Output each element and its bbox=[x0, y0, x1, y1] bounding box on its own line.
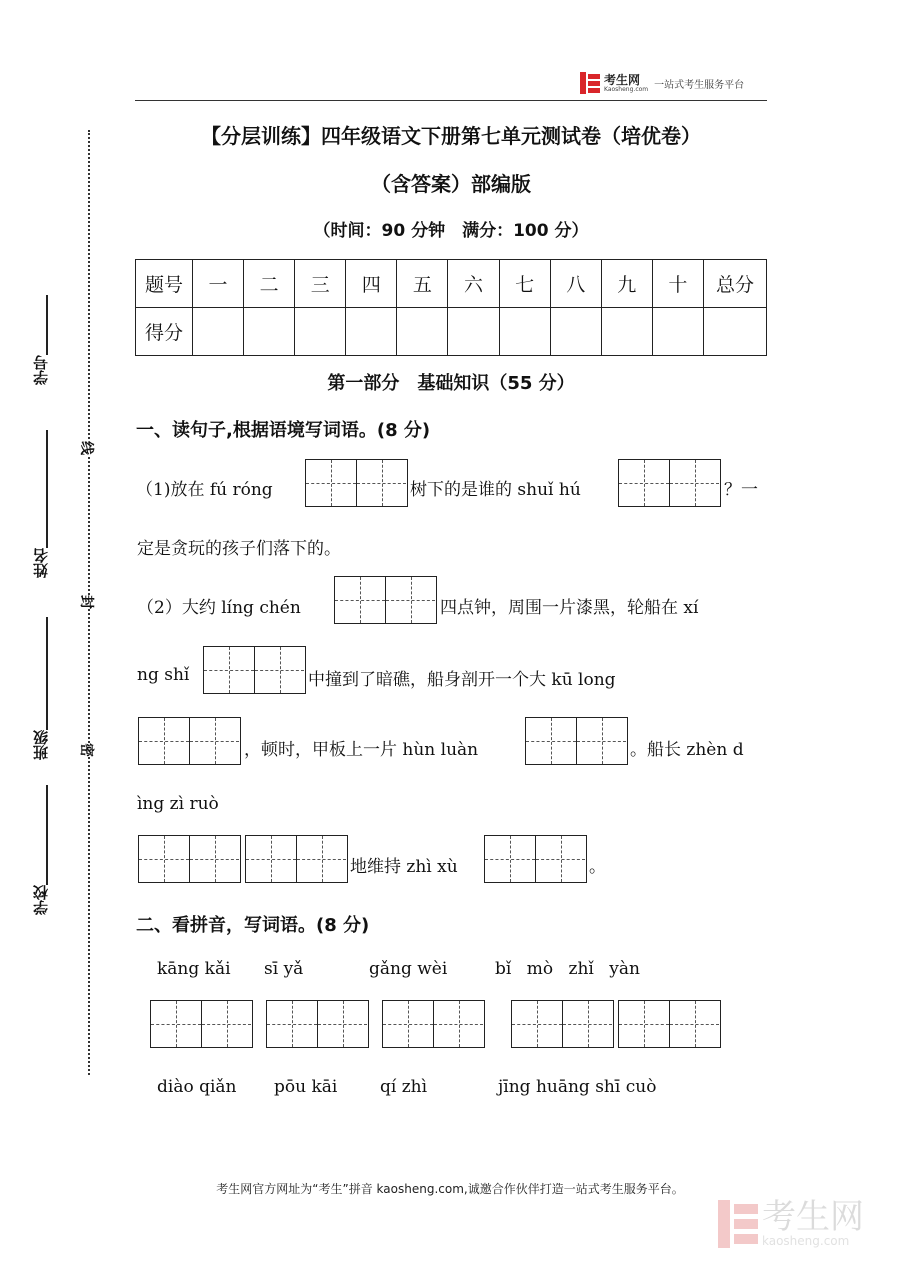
score-cell[interactable] bbox=[704, 308, 767, 356]
writing-box[interactable] bbox=[138, 835, 241, 883]
student-id-line bbox=[46, 295, 48, 355]
score-table-header-row bbox=[136, 260, 767, 308]
q1-title: 一、读句子,根据语境写词语。(8 分) bbox=[136, 420, 431, 441]
writing-box[interactable] bbox=[382, 1000, 485, 1048]
school-line bbox=[46, 785, 48, 885]
logo-name: 考生网 bbox=[604, 72, 641, 87]
q1-text: 树下的是谁的 shuǐ hú bbox=[410, 480, 581, 500]
table-cell: 六 bbox=[448, 260, 499, 308]
seal-char: 密 bbox=[77, 743, 97, 757]
pinyin-label: jīng huāng shī cuò bbox=[498, 1077, 657, 1097]
q1-text: ìng zì ruò bbox=[137, 794, 219, 814]
q1-text: 中撞到了暗礁，船身剖开一个大 kū long bbox=[308, 670, 616, 690]
q1-text: （1)放在 fú róng bbox=[136, 480, 273, 500]
pinyin-label: gǎng wèi bbox=[369, 959, 448, 979]
score-cell[interactable] bbox=[397, 308, 448, 356]
header-logo bbox=[580, 70, 770, 96]
score-cell[interactable] bbox=[652, 308, 703, 356]
label-student-id: 学号 bbox=[32, 355, 50, 385]
score-cell[interactable] bbox=[448, 308, 499, 356]
writing-box[interactable] bbox=[618, 459, 721, 507]
time-info: （时间：90 分钟 满分：100 分） bbox=[313, 221, 589, 241]
writing-box[interactable] bbox=[525, 717, 628, 765]
kaosheng-logo-icon bbox=[580, 72, 600, 94]
table-cell: 三 bbox=[295, 260, 346, 308]
q1-text: 四点钟，周围一片漆黑，轮船在 xí bbox=[440, 598, 699, 618]
table-cell: 五 bbox=[397, 260, 448, 308]
table-cell: 十 bbox=[652, 260, 703, 308]
score-cell[interactable] bbox=[193, 308, 244, 356]
logo-tagline: 一站式考生服务平台 bbox=[654, 79, 745, 91]
table-cell: 七 bbox=[499, 260, 550, 308]
table-cell: 四 bbox=[346, 260, 397, 308]
page-title: 【分层训练】四年级语文下册第七单元测试卷（培优卷） bbox=[201, 124, 701, 148]
watermark-name: 考生网 bbox=[762, 1197, 864, 1237]
table-cell: 九 bbox=[601, 260, 652, 308]
class-line bbox=[46, 617, 48, 730]
score-cell[interactable] bbox=[499, 308, 550, 356]
score-cell[interactable] bbox=[550, 308, 601, 356]
score-cell[interactable] bbox=[601, 308, 652, 356]
q1-text: 。船长 zhèn d bbox=[630, 740, 744, 760]
score-table bbox=[135, 259, 767, 356]
label-name: 姓名 bbox=[32, 548, 50, 578]
label-class: 班级 bbox=[32, 730, 50, 760]
writing-box[interactable] bbox=[150, 1000, 253, 1048]
watermark-domain: kaosheng.com bbox=[762, 1234, 850, 1248]
q1-text: （2）大约 líng chén bbox=[137, 598, 301, 618]
writing-box[interactable] bbox=[484, 835, 587, 883]
label-school: 学校 bbox=[32, 885, 50, 915]
name-line bbox=[46, 430, 48, 548]
logo-domain: Kaosheng.com bbox=[604, 85, 649, 93]
writing-box[interactable] bbox=[618, 1000, 721, 1048]
writing-box[interactable] bbox=[334, 576, 437, 624]
pinyin-label: pōu kāi bbox=[274, 1077, 338, 1097]
score-cell[interactable] bbox=[295, 308, 346, 356]
writing-box[interactable] bbox=[266, 1000, 369, 1048]
pinyin-label: bǐ mò zhǐ yàn bbox=[495, 959, 640, 979]
pinyin-label: kāng kǎi bbox=[157, 959, 231, 979]
writing-box[interactable] bbox=[305, 459, 408, 507]
writing-box[interactable] bbox=[138, 717, 241, 765]
score-table-score-row bbox=[136, 308, 767, 356]
q1-text: 。 bbox=[589, 857, 606, 877]
q1-text: 定是贪玩的孩子们落下的。 bbox=[137, 539, 341, 559]
writing-box[interactable] bbox=[203, 646, 306, 694]
writing-box[interactable] bbox=[511, 1000, 614, 1048]
q1-text: ，顿时，甲板上一片 hùn luàn bbox=[244, 740, 479, 760]
table-cell: 八 bbox=[550, 260, 601, 308]
writing-box[interactable] bbox=[245, 835, 348, 883]
table-cell: 题号 bbox=[136, 260, 193, 308]
table-cell: 二 bbox=[244, 260, 295, 308]
seal-char: 线 bbox=[77, 441, 97, 455]
part1-title: 第一部分 基础知识（55 分） bbox=[327, 373, 575, 394]
score-cell[interactable] bbox=[346, 308, 397, 356]
page-subtitle: （含答案）部编版 bbox=[371, 172, 531, 196]
seal-char: 封 bbox=[77, 595, 97, 609]
q2-title: 二、看拼音，写词语。(8 分) bbox=[136, 915, 370, 936]
pinyin-label: sī yǎ bbox=[264, 959, 304, 979]
q1-text: ng shǐ bbox=[137, 665, 190, 685]
q1-text: 地维持 zhì xù bbox=[350, 857, 458, 877]
table-cell: 一 bbox=[193, 260, 244, 308]
score-cell[interactable] bbox=[244, 308, 295, 356]
table-cell: 总分 bbox=[704, 260, 767, 308]
footer-note: 考生网官方网址为“考生”拼音 kaosheng.com,诚邀合作伙伴打造一站式考生服务平台。 bbox=[216, 1182, 684, 1196]
header-divider bbox=[135, 100, 767, 101]
pinyin-label: qí zhì bbox=[380, 1077, 428, 1097]
watermark-logo-icon bbox=[718, 1200, 758, 1248]
q1-text: ？一 bbox=[724, 480, 758, 500]
table-cell: 得分 bbox=[136, 308, 193, 356]
pinyin-label: diào qiǎn bbox=[157, 1077, 237, 1097]
watermark bbox=[718, 1197, 864, 1248]
